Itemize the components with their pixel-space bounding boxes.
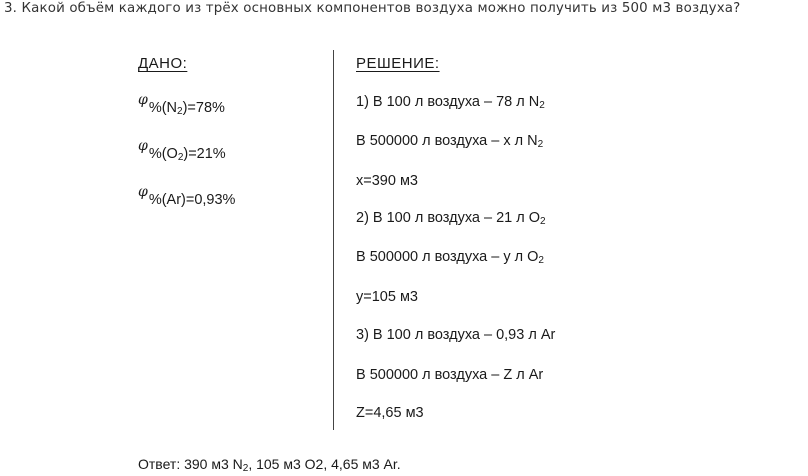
answer-line <box>138 456 401 472</box>
subscript: 2 <box>177 106 183 117</box>
phi-symbol: φ <box>138 138 148 154</box>
solution-line-1 <box>356 94 545 110</box>
subscript: 2 <box>177 152 184 163</box>
given-oxygen <box>138 138 226 163</box>
solution-line-2 <box>356 133 543 149</box>
solution-heading: РЕШЕНИЕ: <box>356 55 440 72</box>
solution-text: В 500000 л воздуха – у л O <box>356 249 539 265</box>
subscript: 2 <box>537 139 544 150</box>
subscript: 2 <box>540 216 546 227</box>
solution-text: х=390 м3 <box>356 173 418 189</box>
solution-text: 2) В 100 л воздуха – 21 л O <box>356 210 541 226</box>
phi-symbol: φ <box>138 92 148 108</box>
solution-text: 1) В 100 л воздуха – 78 л N <box>356 94 540 110</box>
phi-symbol: φ <box>138 184 148 200</box>
subscript: 2 <box>538 255 544 266</box>
question-text: 3. Какой объём каждого из трёх основных компонентов воздуха можно получить из 500 м3 воздуха? <box>4 1 741 16</box>
given-text: %(O <box>148 146 178 162</box>
solution-line-7 <box>356 327 555 343</box>
solution-line-3 <box>356 173 418 189</box>
solution-text: В 500000 л воздуха – х л N <box>356 133 538 149</box>
subscript: 2 <box>539 100 545 111</box>
solution-line-9 <box>356 405 424 421</box>
answer-text: Ответ: 390 м3 N <box>138 456 243 472</box>
given-text: )=21% <box>183 146 226 162</box>
solution-line-6 <box>356 289 418 305</box>
solution-text: у=105 м3 <box>356 289 418 305</box>
given-text: %(Ar)=0,93% <box>148 192 236 208</box>
solution-text: Z=4,65 м3 <box>356 405 424 421</box>
answer-text: , 105 м3 O2, 4,65 м3 Ar. <box>248 456 401 472</box>
given-argon <box>138 184 236 208</box>
subscript: 2 <box>242 463 249 474</box>
column-divider <box>333 50 334 430</box>
solution-line-8 <box>356 367 543 383</box>
solution-text: 3) В 100 л воздуха – 0,93 л Ar <box>356 327 556 343</box>
solution-text: В 500000 л воздуха – Z л Ar <box>356 367 544 383</box>
solution-line-5 <box>356 249 544 265</box>
given-nitrogen <box>138 92 225 117</box>
solution-line-4 <box>356 210 546 226</box>
given-heading: ДАНО: <box>138 55 188 72</box>
given-text: )=78% <box>182 100 225 116</box>
given-text: %(N <box>148 100 178 116</box>
